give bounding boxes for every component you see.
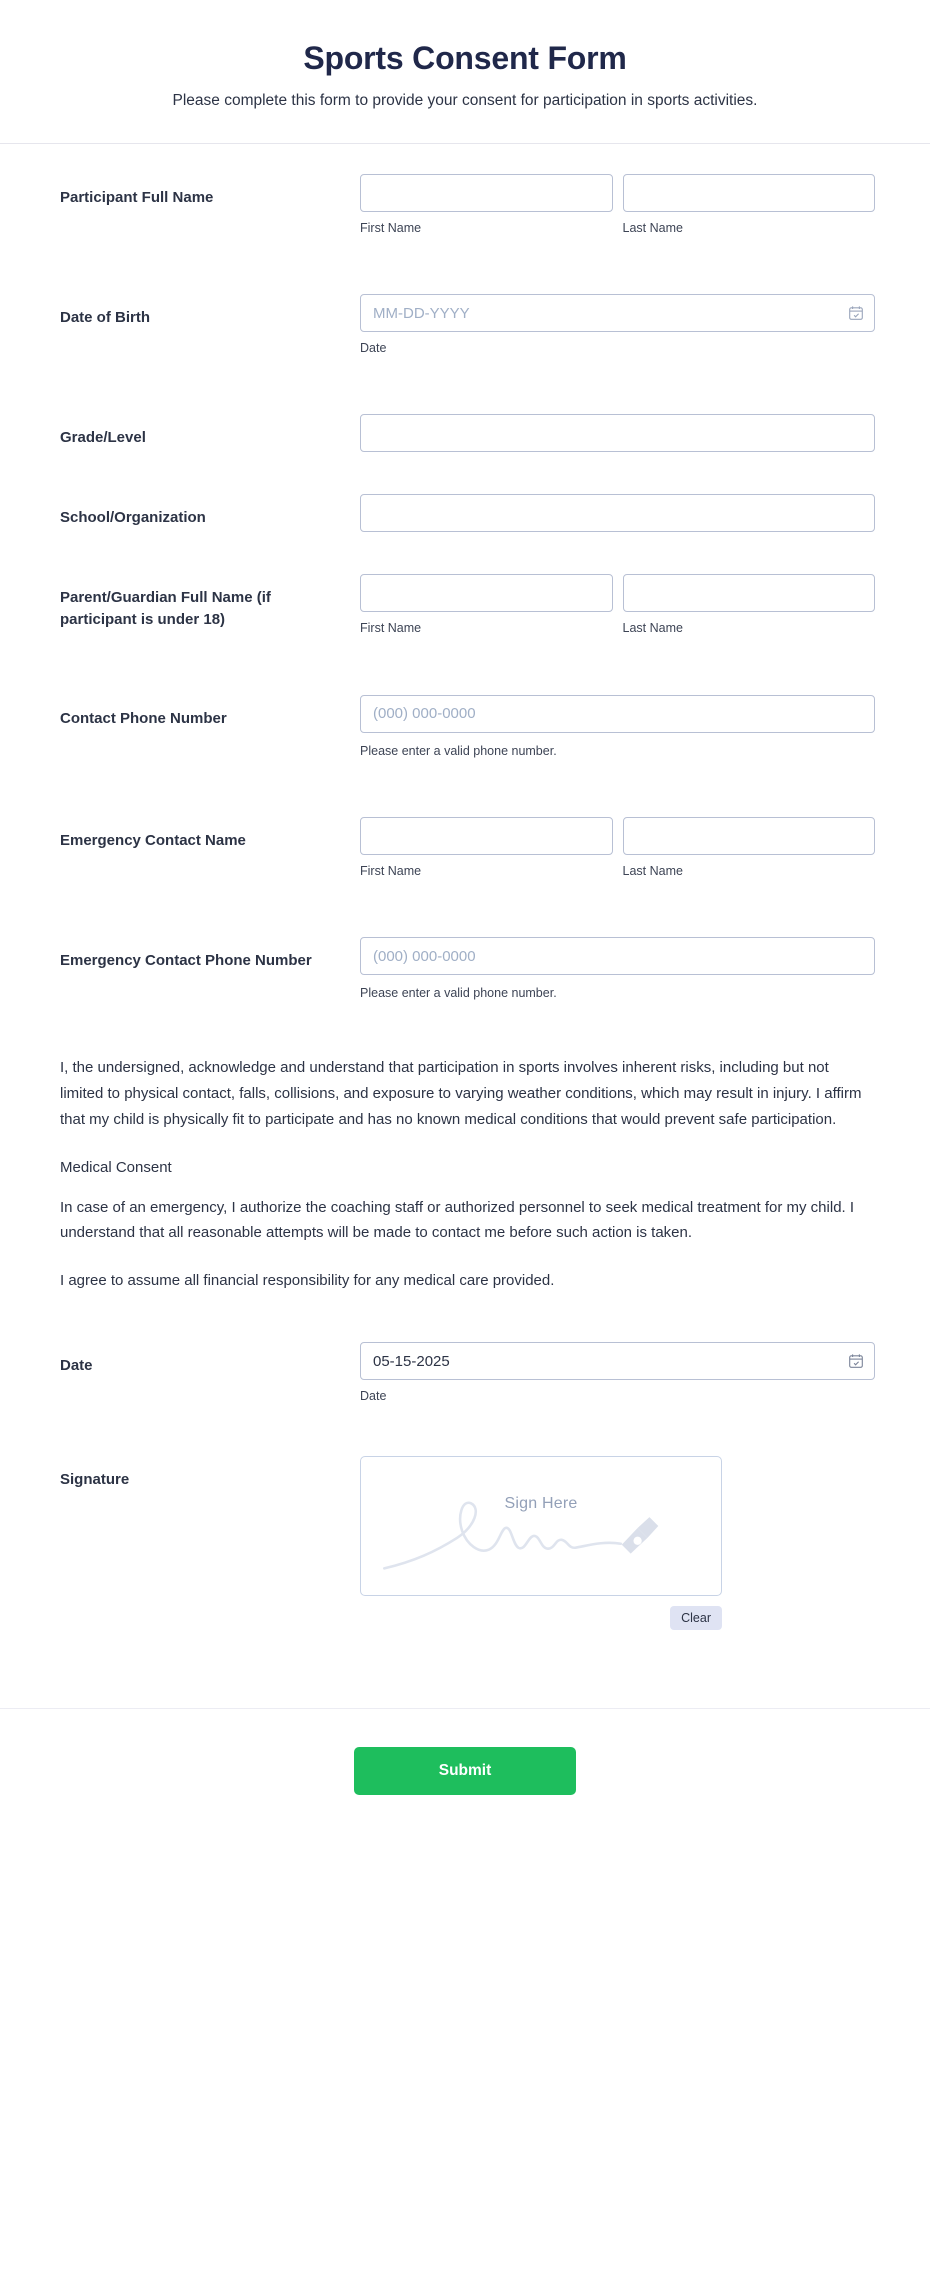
emergency-contact-phone-number-hint: Please enter a valid phone number. — [360, 986, 557, 1001]
field-control-contact-phone-number — [360, 695, 875, 759]
risk-acknowledgement-paragraph: I, the undersigned, acknowledge and understand that participation in sports involves inherent risks, including but not limited to physical contact, falls, collisions, and exposure to varying weather conditions, which may result in injury. I affirm that my child is physically fit to participate and has no known medical conditions that would prevent safe participation. — [60, 1059, 862, 1129]
emergency-contact-phone-number-input[interactable] — [360, 937, 875, 975]
guardian-first-name-input[interactable] — [360, 574, 613, 612]
signature-placeholder-text: Sign Here — [504, 1495, 578, 1513]
form-body — [0, 144, 930, 1664]
consent-text-block — [0, 1025, 930, 1294]
field-label-date-signed: Date — [60, 1357, 93, 1375]
field-control-grade-level — [360, 414, 875, 452]
page-subtitle: Please complete this form to provide your consent for participation in sports activities. — [172, 92, 758, 109]
participant-last-name-input[interactable] — [623, 174, 876, 212]
field-grade-level — [0, 414, 930, 452]
field-label-guardian-full-name: Parent/Guardian Full Name (if participant is under 18) — [60, 589, 271, 629]
financial-responsibility-paragraph: I agree to assume all financial responsibility for any medical care provided. — [60, 1272, 555, 1290]
field-label-school-organization: School/Organization — [60, 509, 206, 527]
field-label-emergency-contact-phone-number: Emergency Contact Phone Number — [60, 952, 312, 970]
date-of-birth-sublabel: Date — [360, 341, 387, 356]
participant-first-name-input[interactable] — [360, 174, 613, 212]
date-signed-sublabel: Date — [360, 1389, 387, 1404]
field-control-date-of-birth — [360, 294, 875, 356]
emergency-contact-last-name-sublabel: Last Name — [622, 863, 683, 878]
row-spacer — [0, 661, 930, 695]
medical-consent-paragraph: In case of an emergency, I authorize the coaching staff or authorized personnel to seek medical treatment for my child. I understand that all reasonable attempts will be made to contact me before such action is taken. — [60, 1198, 855, 1242]
field-control-emergency-contact-phone-number — [360, 937, 875, 1001]
guardian-first-name-sublabel: First Name — [360, 621, 422, 636]
guardian-last-name-input[interactable] — [623, 574, 876, 612]
submit-button[interactable]: Submit — [354, 1747, 576, 1795]
field-emergency-contact-name — [0, 817, 930, 879]
row-spacer — [0, 556, 930, 574]
field-control-emergency-contact-name — [360, 817, 875, 879]
date-signed-input[interactable] — [360, 1342, 875, 1380]
emergency-contact-last-name-input[interactable] — [623, 817, 876, 855]
field-control-school-organization — [360, 494, 875, 532]
row-spacer — [0, 476, 930, 494]
field-control-guardian-full-name — [360, 574, 875, 636]
field-label-date-of-birth: Date of Birth — [60, 309, 150, 327]
contact-phone-number-input[interactable] — [360, 695, 875, 733]
field-label-emergency-contact-name: Emergency Contact Name — [60, 831, 246, 849]
signature-placeholder-art — [361, 1457, 721, 1595]
field-date-of-birth — [0, 294, 930, 356]
clear-signature-button[interactable]: Clear — [670, 1606, 722, 1630]
signature-clear-row — [360, 1606, 722, 1630]
field-label-signature: Signature — [60, 1471, 130, 1489]
page-title: Sports Consent Form — [303, 40, 627, 76]
contact-phone-number-hint: Please enter a valid phone number. — [360, 743, 557, 758]
medical-consent-heading: Medical Consent — [60, 1158, 172, 1176]
row-spacer — [0, 783, 930, 817]
participant-last-name-sublabel: Last Name — [622, 220, 683, 235]
row-spacer — [0, 260, 930, 294]
field-signature — [0, 1456, 930, 1630]
field-control-date-signed — [360, 1342, 875, 1404]
emergency-contact-first-name-sublabel: First Name — [360, 863, 422, 878]
row-spacer — [0, 1316, 930, 1342]
participant-first-name-sublabel: First Name — [360, 220, 422, 235]
school-organization-input[interactable] — [360, 494, 875, 532]
row-spacer — [0, 903, 930, 937]
field-contact-phone-number — [0, 695, 930, 759]
field-emergency-contact-phone-number — [0, 937, 930, 1001]
row-spacer — [0, 1428, 930, 1456]
guardian-last-name-sublabel: Last Name — [622, 621, 683, 636]
form-footer — [0, 1708, 930, 1843]
pen-nib-icon — [622, 1517, 658, 1553]
grade-level-input[interactable] — [360, 414, 875, 452]
row-spacer — [0, 380, 930, 414]
field-control-participant-full-name — [360, 174, 875, 236]
field-control-signature — [360, 1456, 875, 1630]
field-date-signed — [0, 1342, 930, 1404]
field-guardian-full-name — [0, 574, 930, 636]
field-label-participant-full-name: Participant Full Name — [60, 188, 214, 206]
field-participant-full-name — [0, 174, 930, 236]
signature-pad[interactable] — [360, 1456, 722, 1596]
date-of-birth-input[interactable] — [360, 294, 875, 332]
emergency-contact-first-name-input[interactable] — [360, 817, 613, 855]
field-label-contact-phone-number: Contact Phone Number — [60, 709, 227, 727]
field-school-organization — [0, 494, 930, 532]
field-label-grade-level: Grade/Level — [60, 429, 146, 447]
form-header — [0, 0, 930, 144]
